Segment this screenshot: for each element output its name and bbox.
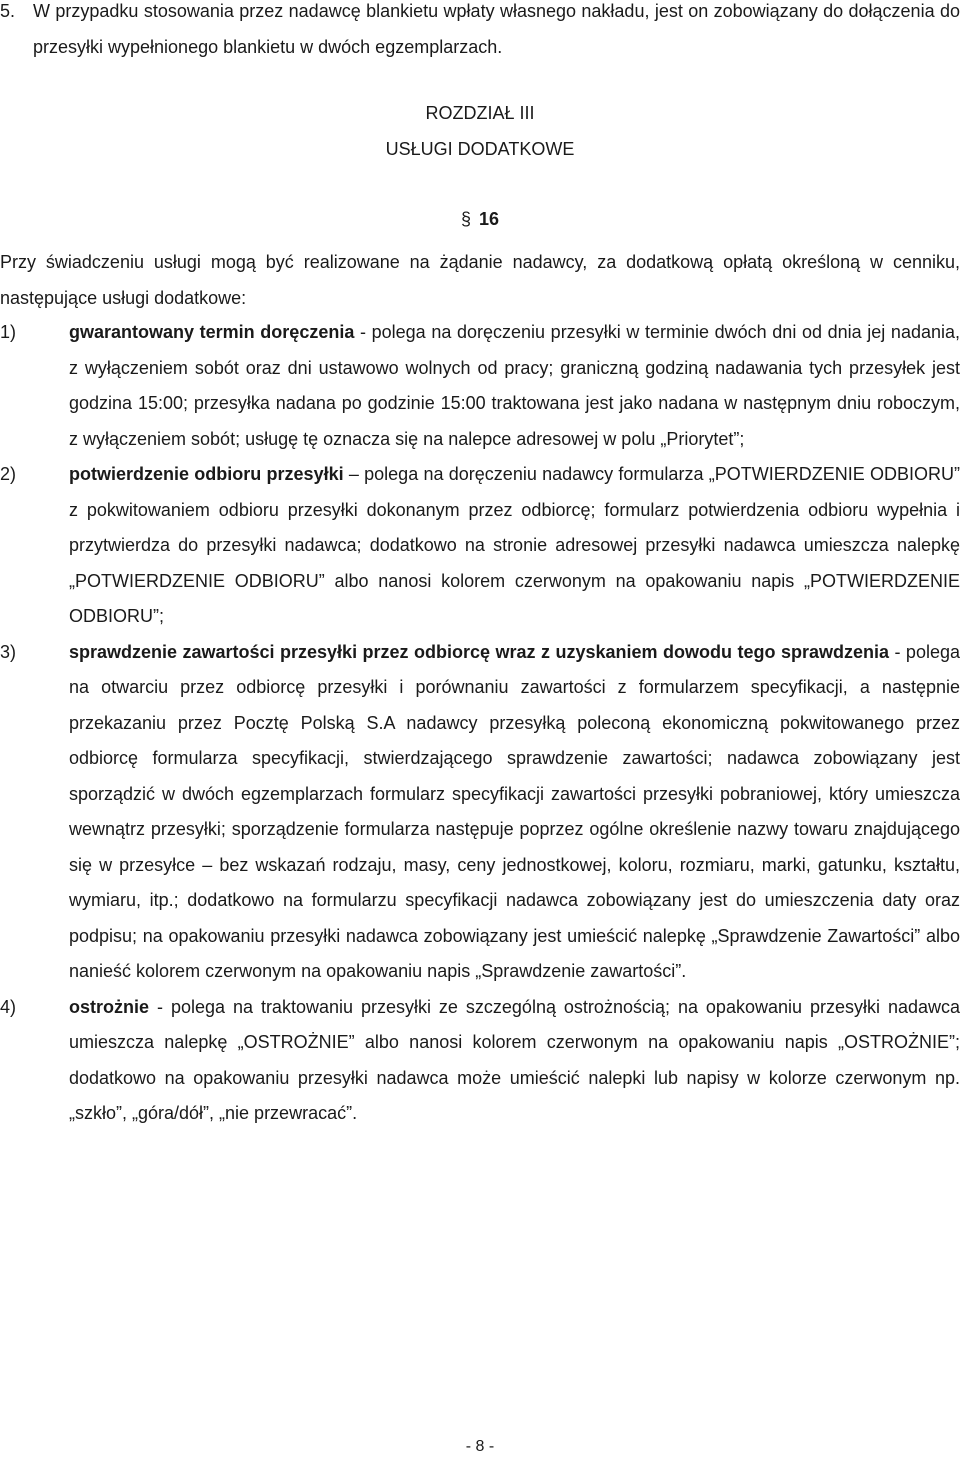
list-item-number: 2) (0, 464, 17, 484)
service-description: - polega na doręczeniu przesyłki w terminie dwóch dni od dnia jej nadania, z wyłączeniem sobót oraz dni ustawowo wolnych od pracy; graniczną godziną nadawania tych przesyłek jest godzina 15:00; przesyłka nadana po godzinie 15:00 traktowana jest jako nadana w następnym dniu roboczym, z wyłączeniem sobót; usługę tę oznacza się na nalepce adresowej w polu „Priorytet”; (69, 322, 960, 449)
chapter-subtitle: USŁUGI DODATKOWE (385, 139, 575, 159)
service-name: potwierdzenie odbioru przesyłki (69, 464, 344, 484)
page-number: - 8 - (465, 1438, 495, 1455)
section-heading (0, 209, 960, 230)
list-item (0, 635, 960, 990)
service-name: sprawdzenie zawartości przesyłki przez odbiorcę wraz z uzyskaniem dowodu tego sprawdzenia (69, 641, 889, 662)
list-item-number: 1) (0, 322, 17, 342)
list-item-number: 3) (0, 641, 17, 662)
list-item (0, 315, 960, 457)
paragraph-item-5 (0, 0, 960, 65)
service-name: ostrożnie (69, 996, 150, 1017)
service-name: gwarantowany termin doręczenia (69, 322, 355, 342)
list-item (0, 990, 960, 1132)
service-description: - polega na traktowaniu przesyłki ze szczególną ostrożnością; na opakowaniu przesyłki nadawca umieszcza nalepkę „OSTROŻNIE” albo nanosi kolorem czerwonym na opakowaniu napis „OSTROŻNIE”; dodatkowo na opakowaniu przesyłki nadawca może umieścić nalepki lub napisy w kolorze czerwonym np. „szkło”, „góra/dół”, „nie przewracać”. (69, 996, 960, 1123)
section-symbol: § (460, 209, 471, 229)
service-description: - polega na otwarciu przez odbiorcę przesyłki i porównaniu zawartości z formularzem specyfikacji, a następnie przekazaniu przez Pocztę Polską S.A nadawcy przesyłką poleconą ekonomiczną pokwitowanego przez odbiorcę formularza specyfikacji, stwierdzającego sprawdzenie zawartości; nadawca zobowiązany jest sporządzić w dwóch egzemplarzach formularz specyfikacji zawartości przesyłki pobraniowej, który umieszcza wewnątrz przesyłki; sporządzenie formularza następuje poprzez ogólne określenie nazwy towaru znajdującego się w przesyłce – bez wskazań rodzaju, masy, ceny jednostkowej, koloru, rozmiaru, marki, gatunku, kształtu, wymiaru, itp.; dodatkowo na formularzu specyfikacji nadawca zobowiązany jest do umieszczenia daty oraz podpisu; na opakowaniu przesyłki nadawca zobowiązany jest umieścić nalepkę „Sprawdzenie Zawartości” albo nanieść kolorem czerwonym na opakowaniu napis „Sprawdzenie zawartości”. (69, 641, 960, 981)
list-item-number: 4) (0, 996, 17, 1017)
item-number: 5. (0, 1, 16, 21)
services-list (0, 315, 960, 1132)
list-item (0, 457, 960, 635)
intro-paragraph: Przy świadczeniu usługi mogą być realizowane na żądanie nadawcy, za dodatkową opłatą określoną w cenniku, następujące usługi dodatkowe: (0, 252, 960, 308)
item-text: W przypadku stosowania przez nadawcę blankietu wpłaty własnego nakładu, jest on zobowiązany do dołączenia do przesyłki wypełnionego blankietu w dwóch egzemplarzach. (33, 1, 960, 57)
section-number: 16 (478, 209, 500, 229)
service-description: – polega na doręczeniu nadawcy formularza „POTWIERDZENIE ODBIORU” z pokwitowaniem odbioru przesyłki dokonanym przez odbiorcę; formularz potwierdzenia odbioru wypełnia i przytwierdza do przesyłki nadawca; dodatkowo na stronie adresowej przesyłki nadawca umieszcza nalepkę „POTWIERDZENIE ODBIORU” albo nanosi kolorem czerwonym na opakowaniu napis „POTWIERDZENIE ODBIORU”; (69, 464, 960, 626)
chapter-title: ROZDZIAŁ III (425, 103, 535, 123)
